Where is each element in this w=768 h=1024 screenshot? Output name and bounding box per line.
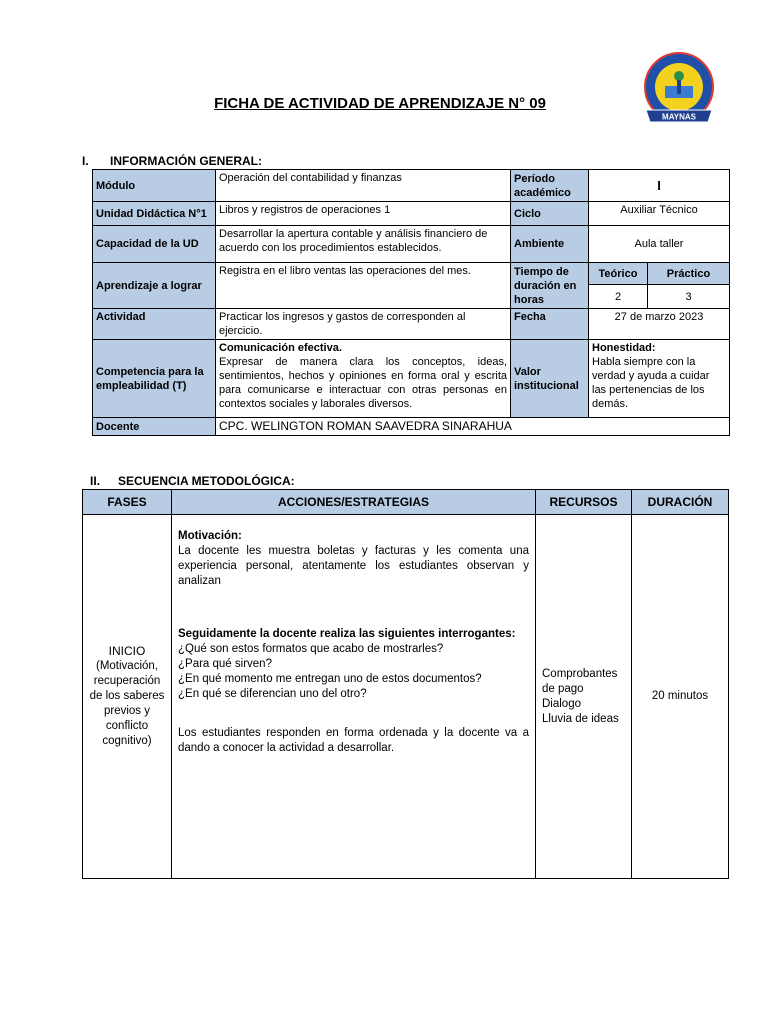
col-recursos: RECURSOS xyxy=(536,490,632,515)
aprendizaje-value: Registra en el libro ventas las operaciones del mes. xyxy=(216,263,511,309)
recurso-2: Dialogo xyxy=(542,697,581,710)
valor-title: Honestidad: xyxy=(592,342,656,354)
competencia-text: Expresar de manera clara los conceptos, ideas, sentimientos, hechos y opiniones en forma oral y escrita para comunicarse e interactuar con otras personas en contextos sociales y laborales diversos. xyxy=(219,356,507,410)
section-2-number: II. xyxy=(90,474,101,488)
fecha-label: Fecha xyxy=(511,309,589,340)
valor-cell xyxy=(589,340,730,418)
practico-value: 3 xyxy=(648,285,730,309)
competencia-title: Comunicación efectiva. xyxy=(219,342,342,354)
duracion-value: 20 minutos xyxy=(632,515,729,879)
capacidad-value: Desarrollar la apertura contable y análisis financiero de acuerdo con los procedimientos establecidos. xyxy=(216,226,511,263)
teorico-value: 2 xyxy=(589,285,648,309)
teorico-label: Teórico xyxy=(589,263,648,285)
valor-label: Valor institucional xyxy=(511,340,589,418)
capacidad-label: Capacidad de la UD xyxy=(93,226,216,263)
institution-logo xyxy=(638,50,720,132)
recursos-cell xyxy=(536,515,632,879)
question-2: ¿Para qué sirven? xyxy=(178,658,272,670)
unidad-label: Unidad Didáctica N°1 xyxy=(93,202,216,226)
valor-text: Habla siempre con la verdad y ayuda a cuidar las pertenencias de los demás. xyxy=(592,356,710,410)
general-info-table xyxy=(92,169,730,436)
col-acciones: ACCIONES/ESTRATEGIAS xyxy=(172,490,536,515)
ambiente-value: Aula taller xyxy=(589,226,730,263)
recurso-3: Lluvia de ideas xyxy=(542,712,619,725)
interrogantes-title: Seguidamente la docente realiza las siguientes interrogantes: xyxy=(178,628,516,640)
methodology-table xyxy=(82,489,729,879)
section-1-number: I. xyxy=(82,154,89,168)
question-4: ¿En qué se diferencian uno del otro? xyxy=(178,688,367,700)
tiempo-label: Tiempo de duración en horas xyxy=(511,263,589,309)
motivacion-title: Motivación: xyxy=(178,530,242,542)
ambiente-label: Ambiente xyxy=(511,226,589,263)
col-duracion: DURACIÓN xyxy=(632,490,729,515)
closing-text: Los estudiantes responden en forma ordenada y la docente va a dando a conocer la actividad a desarrollar. xyxy=(178,727,529,754)
page-title: FICHA DE ACTIVIDAD DE APRENDIZAJE N° 09 xyxy=(214,95,546,112)
fase-cell xyxy=(83,515,172,879)
section-2-heading xyxy=(90,474,295,488)
fecha-value: 27 de marzo 2023 xyxy=(589,309,730,340)
practico-label: Práctico xyxy=(648,263,730,285)
docente-label: Docente xyxy=(93,418,216,436)
motivacion-text: La docente les muestra boletas y facturas y les comenta una experiencia personal, atentamente los estudiantes observan y analizan xyxy=(178,545,529,587)
actividad-value: Practicar los ingresos y gastos de corresponden al ejercicio. xyxy=(216,309,511,340)
competencia-cell xyxy=(216,340,511,418)
modulo-label: Módulo xyxy=(93,170,216,202)
competencia-label: Competencia para la empleabilidad (T) xyxy=(93,340,216,418)
question-1: ¿Qué son estos formatos que acabo de mostrarles? xyxy=(178,643,444,655)
fase-desc: (Motivación, recuperación de los saberes previos y conflicto cognitivo) xyxy=(89,660,165,747)
acciones-cell xyxy=(172,515,536,879)
ciclo-value: Auxiliar Técnico xyxy=(589,202,730,226)
question-3: ¿En qué momento me entregan uno de estos documentos? xyxy=(178,673,482,685)
recurso-1: Comprobantes de pago xyxy=(542,667,618,695)
actividad-label: Actividad xyxy=(93,309,216,340)
modulo-value: Operación del contabilidad y finanzas xyxy=(216,170,511,202)
section-2-title: SECUENCIA METODOLÓGICA: xyxy=(118,474,295,488)
logo-banner-text: MAYNAS xyxy=(662,112,696,122)
ciclo-label: Ciclo xyxy=(511,202,589,226)
col-fases: FASES xyxy=(83,490,172,515)
aprendizaje-label: Aprendizaje a lograr xyxy=(93,263,216,309)
docente-value: CPC. WELINGTON ROMAN SAAVEDRA SINARAHUA xyxy=(216,418,730,436)
periodo-label: Período académico xyxy=(511,170,589,202)
fase-title: INICIO xyxy=(108,644,146,658)
section-1-heading xyxy=(82,154,262,168)
unidad-value: Libros y registros de operaciones 1 xyxy=(216,202,511,226)
periodo-value: I xyxy=(589,170,730,202)
section-1-title: INFORMACIÓN GENERAL: xyxy=(110,154,262,168)
